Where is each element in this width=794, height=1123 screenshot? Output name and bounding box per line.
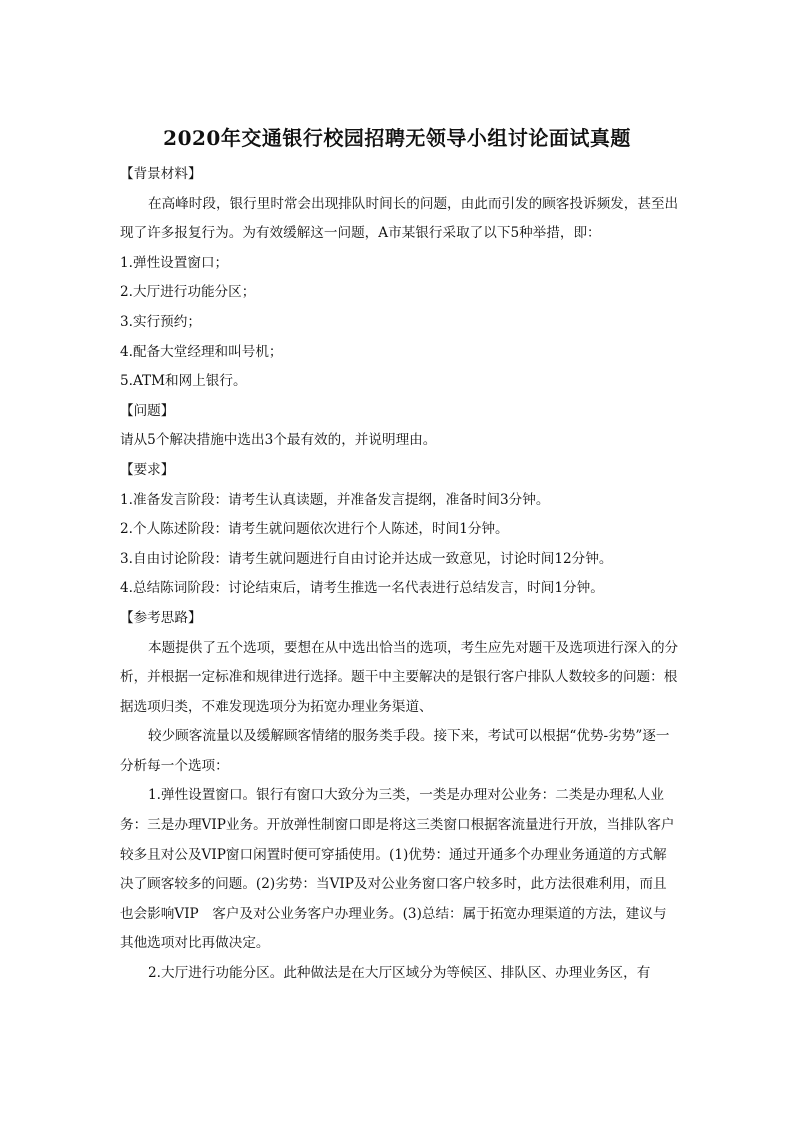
requirement-item: 3.自由讨论阶段：请考生就问题进行自由讨论并达成一致意见，讨论时间12分钟。 (120, 550, 613, 567)
document-title: 2020年交通银行校园招聘无领导小组讨论面试真题 (163, 126, 631, 150)
requirement-item: 1.准备发言阶段：请考生认真读题，并准备发言提纲，准备时间3分钟。 (120, 491, 550, 508)
requirements-heading: 【要求】 (120, 461, 175, 478)
question-text: 请从5个解决措施中选出3个最有效的，并说明理由。 (120, 432, 437, 449)
reference-paragraph: 2.大厅进行功能分区。此种做法是在大厅区域分为等候区、排队区、办理业务区，有 (148, 965, 651, 982)
requirement-item: 2.个人陈述阶段：请考生就问题依次进行个人陈述，时间1分钟。 (120, 521, 509, 538)
reference-paragraph: 较少顾客流量以及缓解顾客情绪的服务类手段。接下来，考试可以根据“优势-劣势”逐一分析每一个选项： (120, 728, 670, 774)
background-intro: 在高峰时段，银行里时常会出现排队时间长的问题，由此而引发的顾客投诉频发，甚至出现了许多报复行为。为有效缓解这一问题，A市某银行采取了以下5种举措，即： (120, 195, 679, 242)
reference-heading: 【参考思路】 (120, 609, 202, 626)
measure-item: 2.大厅进行功能分区； (120, 284, 256, 301)
background-heading: 【背景材料】 (120, 166, 202, 182)
measure-item: 5.ATM和网上银行。 (120, 373, 247, 390)
document-body (120, 160, 680, 989)
reference-paragraph: 本题提供了五个选项，要想在从中选出恰当的选项，考生应先对题干及选项进行深入的分析，并根据一定标准和规律进行选择。题干中主要解决的是银行客户排队人数较多的问题：根据选项归类，不难发现选项分为拓宽办理业务渠道、 (120, 639, 679, 715)
requirement-item: 4.总结陈词阶段：讨论结束后，请考生推选一名代表进行总结发言，时间1分钟。 (120, 580, 604, 597)
measure-item: 4.配备大堂经理和叫号机； (120, 343, 283, 360)
measure-item: 1.弹性设置窗口； (120, 254, 229, 271)
measure-item: 3.实行预约； (120, 313, 201, 330)
reference-paragraph: 1.弹性设置窗口。银行有窗口大致分为三类，一类是办理对公业务：二类是办理私人业务：三是办理VIP业务。开放弹性制窗口即是将这三类窗口根据客流量进行开放，当排队客户较多且对公及VIP窗口闲置时便可穿插使用。(1)优势：通过开通多个办理业务通道的方式解决了顾客较多的问题。(2)劣势：当VIP及对公业务窗口客户较多时，此方法很难利用，而且也会影响VIP 客户及对公业务客户办理业务。(3)总结：属于拓宽办理渠道的方法，建议与其他选项对比再做决定。 (120, 787, 675, 952)
question-heading: 【问题】 (120, 402, 175, 419)
